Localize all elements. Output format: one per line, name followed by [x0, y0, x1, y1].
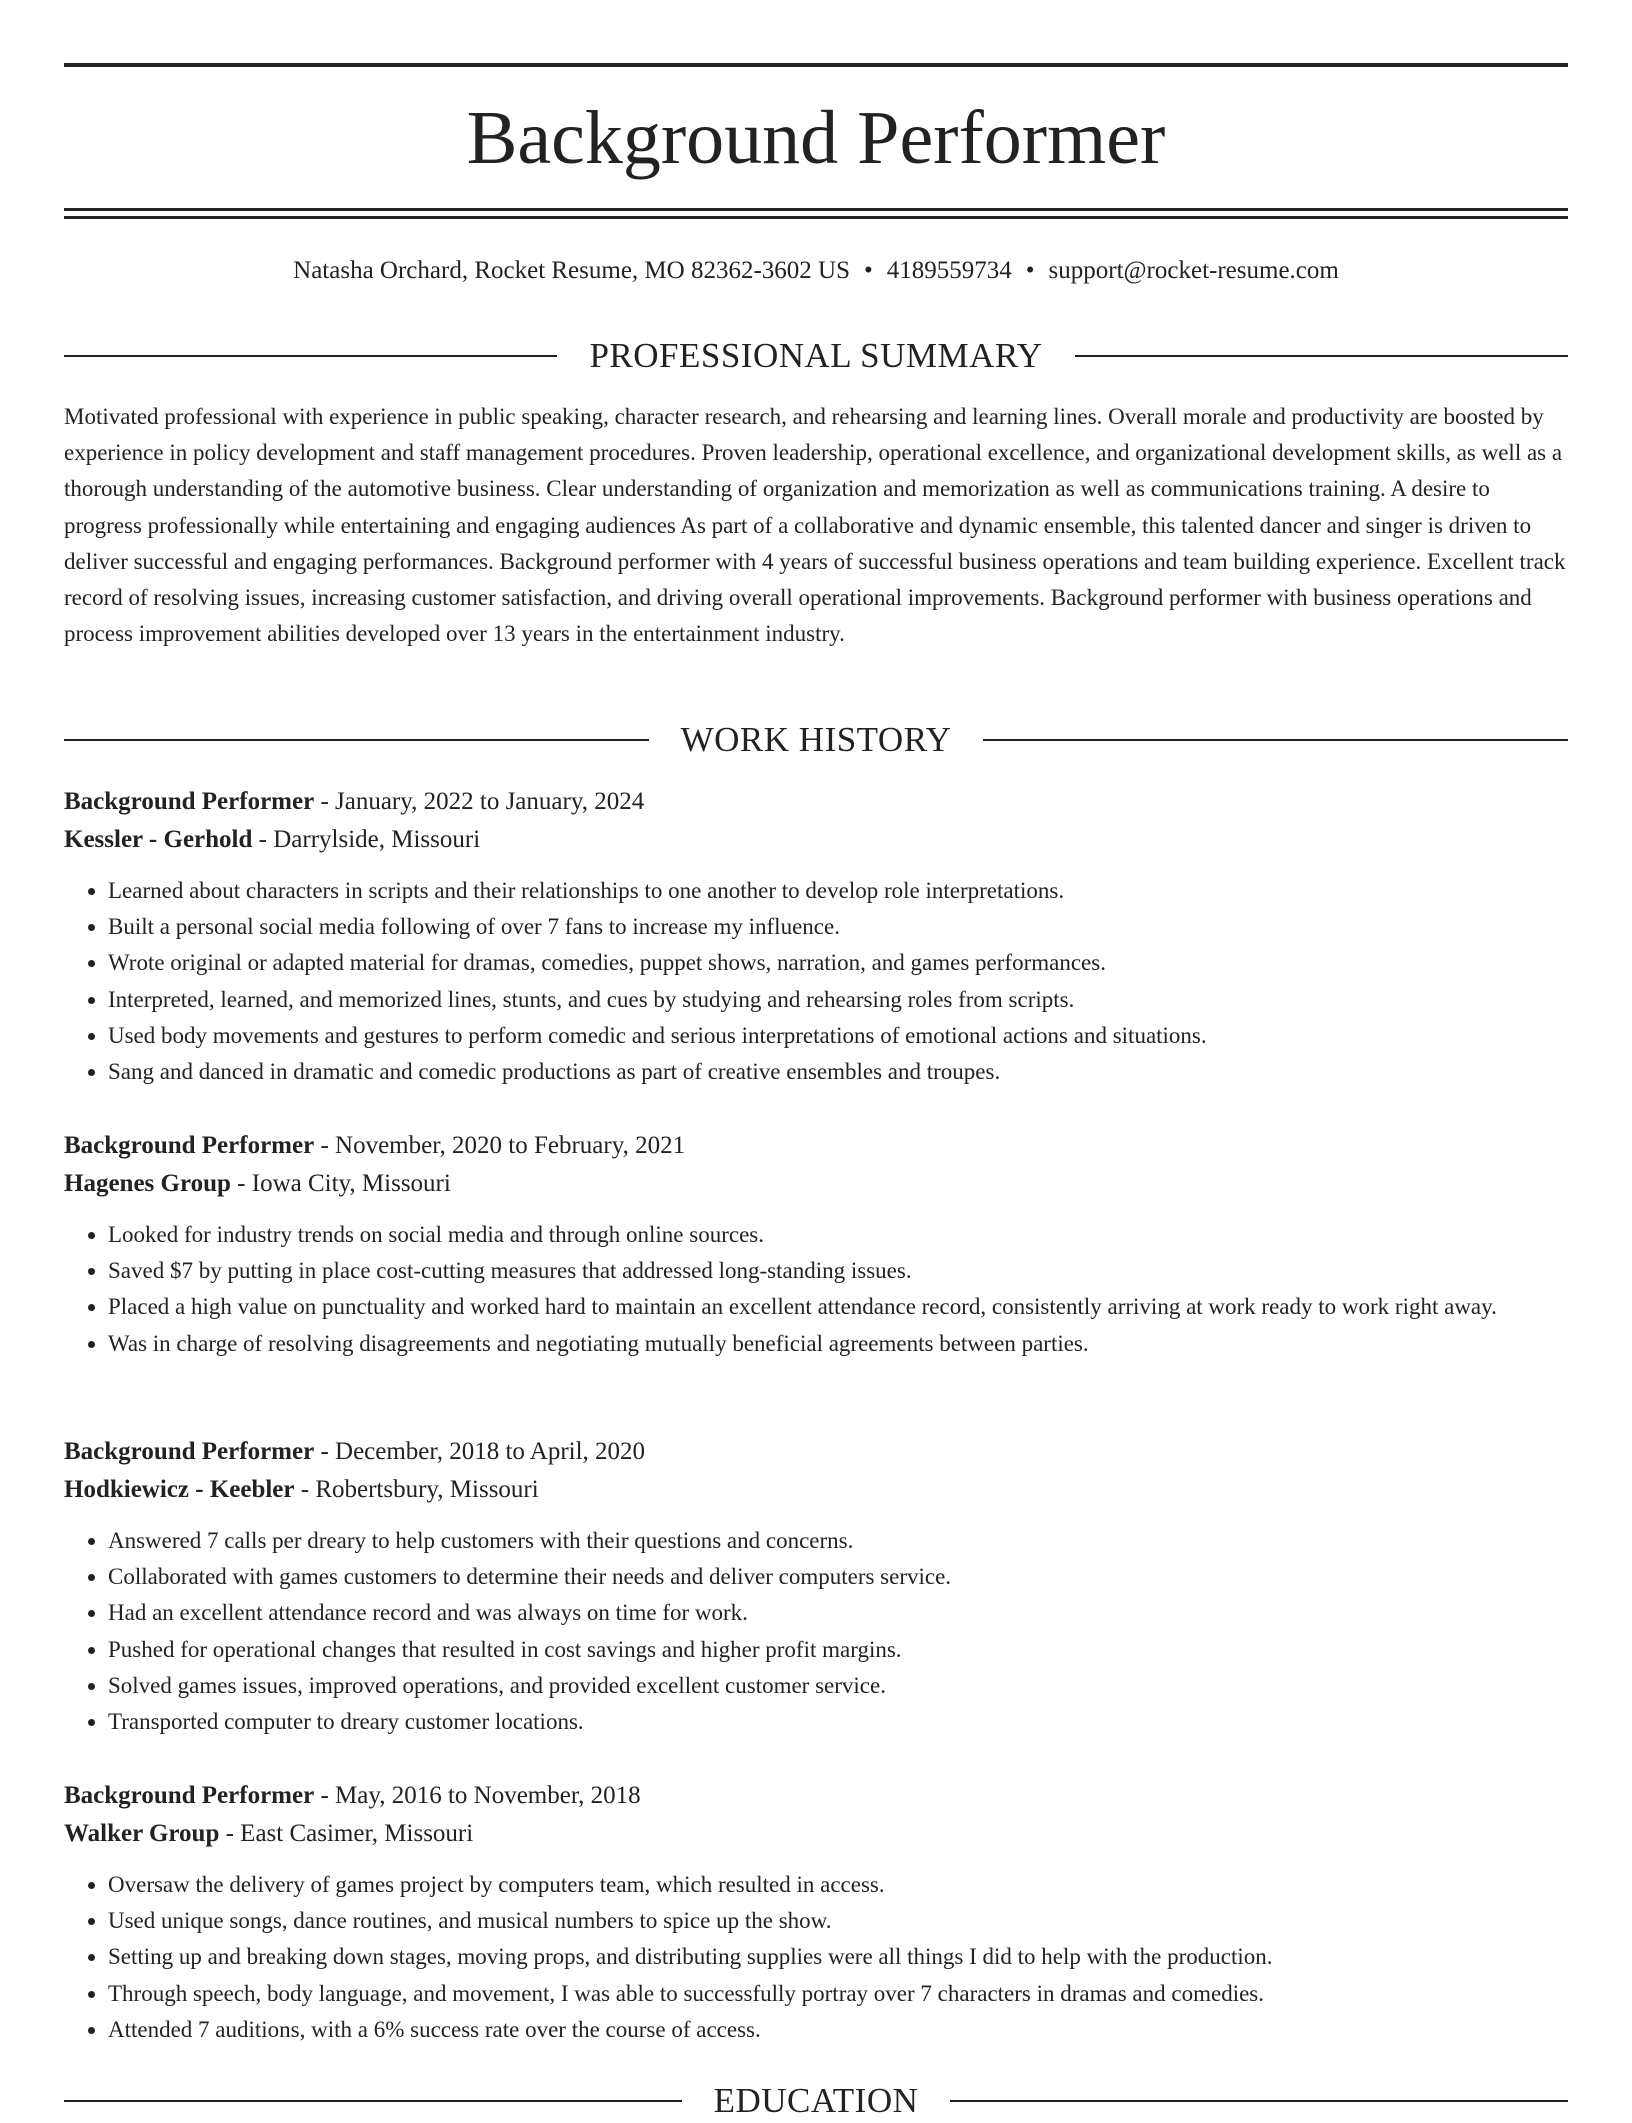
job-title-line: [64, 783, 1568, 821]
job-bullet: • Transported computer to dreary customer locations.: [108, 1704, 1568, 1740]
header-bottom-rule-2: [64, 216, 1568, 219]
job-bullet: • Was in charge of resolving disagreements and negotiating mutually beneficial agreements between parties.: [108, 1326, 1568, 1362]
job-location: - Iowa City, Missouri: [230, 1170, 451, 1197]
job-bullet: • Had an excellent attendance record and was always on time for work.: [108, 1595, 1568, 1631]
job-bullet: • Attended 7 auditions, with a 6% success rate over the course of access.: [108, 2012, 1568, 2048]
job-company-line: [64, 1815, 1568, 1853]
heading-rule-right: [950, 2100, 1568, 2102]
job-dates: - December, 2018 to April, 2020: [314, 1438, 646, 1465]
contact-separator: •: [864, 257, 873, 284]
job-company: Walker Group: [64, 1820, 220, 1847]
section-heading-education: [64, 2079, 1568, 2123]
job-role: Background Performer: [64, 1782, 315, 1809]
heading-rule-left: [64, 739, 649, 741]
job-dates: - January, 2022 to January, 2024: [314, 788, 645, 815]
job-bullet: • Solved games issues, improved operations, and provided excellent customer service.: [108, 1668, 1568, 1704]
job-entry: [64, 1433, 1568, 1740]
resume-title: Background Performer: [466, 96, 1166, 180]
job-bullets: [64, 1217, 1568, 1362]
job-title-line: [64, 1127, 1568, 1165]
job-location: - East Casimer, Missouri: [219, 1820, 474, 1847]
job-bullet: • Placed a high value on punctuality and worked hard to maintain an excellent attendance record, consistently arriving at work ready to work right away.: [108, 1289, 1568, 1325]
job-role: Background Performer: [64, 788, 315, 815]
job-bullet: • Oversaw the delivery of games project by computers team, which resulted in access.: [108, 1867, 1568, 1903]
job-entry: [64, 1127, 1568, 1362]
job-bullet: • Used unique songs, dance routines, and musical numbers to spice up the show.: [108, 1903, 1568, 1939]
job-dates: - November, 2020 to February, 2021: [314, 1132, 686, 1159]
contact-address: Natasha Orchard, Rocket Resume, MO 82362-3602 US: [293, 257, 850, 284]
job-bullet: • Looked for industry trends on social media and through online sources.: [108, 1217, 1568, 1253]
job-company: Hagenes Group: [64, 1170, 231, 1197]
section-title: WORK HISTORY: [680, 720, 952, 759]
job-entry: [64, 1777, 1568, 2048]
job-bullets: [64, 1523, 1568, 1740]
professional-summary-text: Motivated professional with experience in public speaking, character research, and rehearsing and learning lines. Overall morale and productivity are boosted by experience in policy development and staff management procedures. Proven leadership, operational excellence, and organizational development skills, as well as a thorough understanding of the automotive business. Clear understanding of organization and memorization as well as communications training. A desire to progress professionally while entertaining and engaging audiences As part of a collaborative and dynamic ensemble, this talented dancer and singer is driven to deliver successful and engaging performances. Background performer with 4 years of successful business operations and team building experience. Excellent track record of resolving issues, increasing customer satisfaction, and driving overall operational improvements. Background performer with business operations and process improvement abilities developed over 13 years in the entertainment industry.: [64, 404, 1566, 647]
job-company-line: [64, 1471, 1568, 1509]
contact-phone: 4189559734: [886, 257, 1012, 284]
job-bullet: • Answered 7 calls per dreary to help customers with their questions and concerns.: [108, 1523, 1568, 1559]
section-title: PROFESSIONAL SUMMARY: [589, 336, 1043, 375]
section-heading-work-history: [64, 718, 1568, 762]
job-title-line: [64, 1777, 1568, 1815]
job-dates: - May, 2016 to November, 2018: [314, 1782, 641, 1809]
heading-rule-right: [983, 739, 1568, 741]
heading-rule-left: [64, 355, 557, 357]
job-role: Background Performer: [64, 1132, 315, 1159]
section-title: EDUCATION: [713, 2081, 919, 2120]
job-bullet: • Through speech, body language, and movement, I was able to successfully portray over 7 characters in dramas and comedies.: [108, 1976, 1568, 2012]
contact-email: support@rocket-resume.com: [1048, 257, 1339, 284]
header-bottom-rule: [64, 208, 1568, 211]
job-bullet: • Interpreted, learned, and memorized lines, stunts, and cues by studying and rehearsing roles from scripts.: [108, 982, 1568, 1018]
job-company: Hodkiewicz - Keebler: [64, 1476, 295, 1503]
job-company-line: [64, 821, 1568, 859]
job-location: - Darrylside, Missouri: [252, 826, 481, 853]
job-bullet: • Setting up and breaking down stages, moving props, and distributing supplies were all things I did to help with the production.: [108, 1939, 1568, 1975]
job-bullet: • Sang and danced in dramatic and comedic productions as part of creative ensembles and troupes.: [108, 1054, 1568, 1090]
header-top-rule: [64, 63, 1568, 67]
job-title-line: [64, 1433, 1568, 1471]
job-entry: [64, 783, 1568, 1090]
contact-separator: •: [1025, 257, 1035, 284]
job-company-line: [64, 1165, 1568, 1203]
heading-rule-right: [1075, 355, 1568, 357]
job-location: - Robertsbury, Missouri: [294, 1476, 539, 1503]
job-bullet: • Wrote original or adapted material for dramas, comedies, puppet shows, narration, and games performances.: [108, 945, 1568, 981]
contact-line: [64, 253, 1568, 289]
heading-rule-left: [64, 2100, 682, 2102]
job-bullet: • Used body movements and gestures to perform comedic and serious interpretations of emotional actions and situations.: [108, 1018, 1568, 1054]
job-bullet: • Saved $7 by putting in place cost-cutting measures that addressed long-standing issues.: [108, 1253, 1568, 1289]
job-bullet: • Pushed for operational changes that resulted in cost savings and higher profit margins.: [108, 1632, 1568, 1668]
job-bullet: • Collaborated with games customers to determine their needs and deliver computers service.: [108, 1559, 1568, 1595]
job-bullet: • Built a personal social media following of over 7 fans to increase my influence.: [108, 909, 1568, 945]
job-bullets: [64, 1867, 1568, 2048]
section-heading-summary: [64, 334, 1568, 378]
job-bullets: [64, 873, 1568, 1090]
job-role: Background Performer: [64, 1438, 315, 1465]
job-company: Kessler - Gerhold: [64, 826, 253, 853]
job-bullet: • Learned about characters in scripts and their relationships to one another to develop role interpretations.: [108, 873, 1568, 909]
